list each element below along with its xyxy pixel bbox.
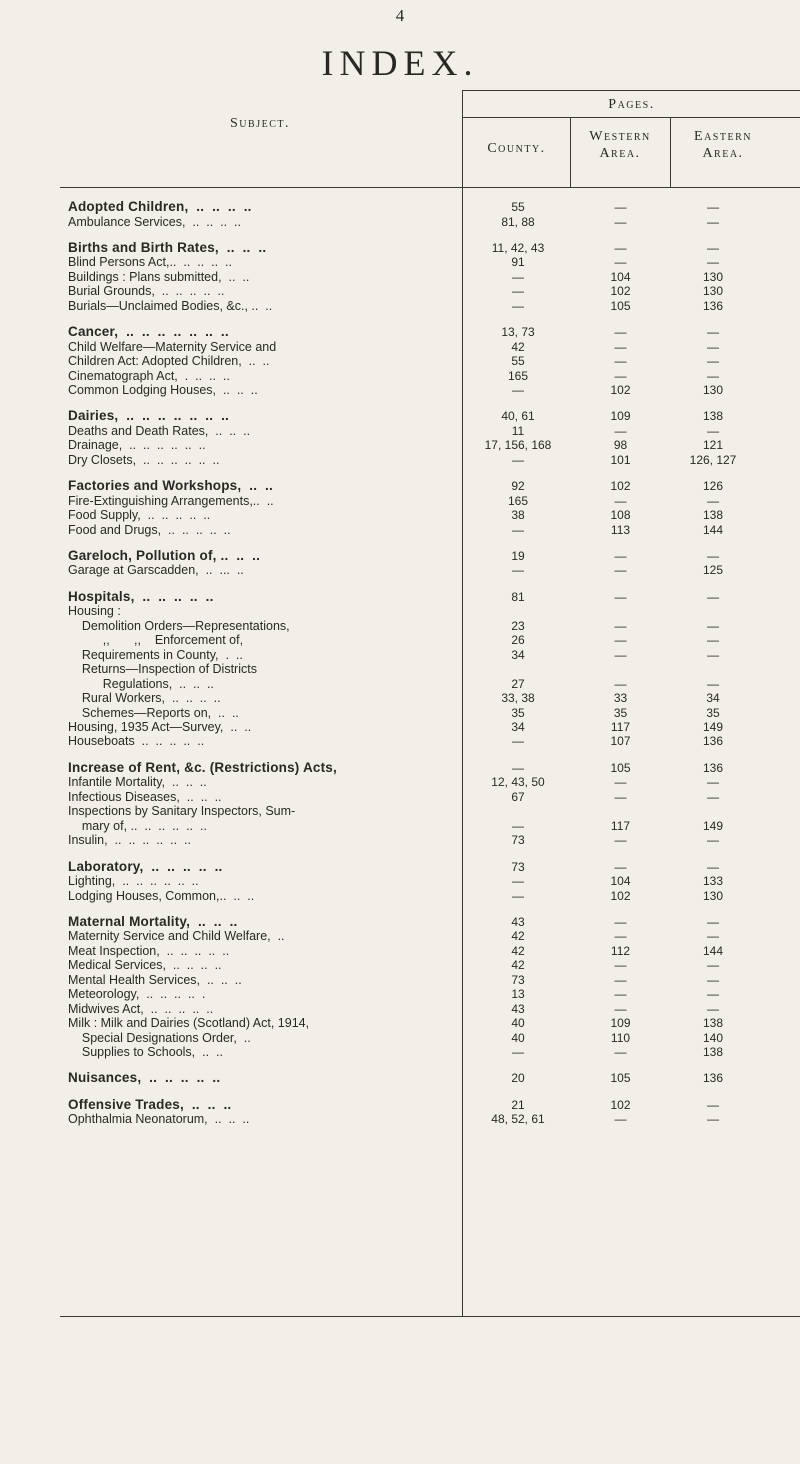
entry-western-pages: — — [614, 1045, 627, 1059]
entry-western-pages: — — [614, 549, 627, 563]
entry-subject: Deaths and Death Rates, .. .. .. — [68, 423, 251, 438]
index-entry — [68, 1045, 768, 1059]
header-bottom-rule — [60, 187, 800, 188]
entry-subject: Cancer, .. .. .. .. .. .. .. — [68, 325, 229, 340]
entry-western-pages: 113 — [610, 522, 631, 537]
entry-subject: Returns—Inspection of Districts — [68, 662, 257, 677]
entry-eastern-pages: — — [707, 549, 719, 563]
entry-subject: Mental Health Services, .. .. .. — [68, 972, 242, 987]
entry-county-pages: 165 — [507, 368, 529, 383]
entry-western-pages: 102 — [610, 382, 631, 397]
index-entry — [68, 284, 768, 298]
entry-eastern-pages: — — [707, 958, 719, 973]
entry-western-pages: 98 — [613, 438, 628, 453]
entry-western-pages: — — [614, 987, 627, 1002]
page-number: 4 — [395, 6, 405, 25]
entry-county-pages: — — [512, 298, 524, 313]
entry-eastern-pages: — — [707, 633, 719, 648]
entry-county-pages: 19 — [511, 549, 525, 563]
index-entry — [68, 369, 768, 383]
index-entry — [68, 241, 768, 255]
entry-county-pages: 34 — [511, 720, 525, 734]
entry-eastern-pages: 121 — [702, 438, 724, 453]
entry-county-pages: 11 — [511, 423, 525, 438]
entry-subject: Hospitals, .. .. .. .. .. — [68, 589, 214, 604]
entry-eastern-pages: 138 — [702, 1045, 724, 1059]
index-entry — [68, 1002, 768, 1016]
entry-eastern-pages: 149 — [702, 818, 724, 833]
entry-western-pages: 107 — [610, 734, 631, 749]
entry-county-pages: 13 — [511, 987, 525, 1002]
entry-subject: Demolition Orders—Representations, — [68, 618, 290, 633]
entry-eastern-pages: — — [707, 255, 719, 270]
entry-western-pages: — — [614, 200, 627, 214]
index-entry — [68, 973, 768, 987]
index-entry — [68, 761, 768, 775]
entry-eastern-pages: 130 — [702, 269, 724, 284]
entry-western-pages: 102 — [610, 1097, 631, 1112]
entry-western-pages: — — [614, 859, 627, 874]
entry-county-pages: 40 — [511, 1016, 525, 1031]
entry-eastern-pages: 144 — [702, 522, 724, 537]
entry-western-pages: 33 — [613, 691, 628, 705]
entry-eastern-pages: — — [707, 929, 719, 944]
entry-subject: Lodging Houses, Common,.. .. .. — [68, 888, 255, 903]
entry-western-pages: — — [614, 914, 627, 929]
entry-eastern-pages: 138 — [702, 409, 724, 424]
entry-eastern-pages: — — [707, 914, 719, 929]
entry-western-pages: — — [614, 958, 627, 973]
entry-county-pages: 42 — [511, 929, 525, 944]
index-entry — [68, 987, 768, 1001]
index-entry — [68, 833, 768, 847]
entry-eastern-pages: 133 — [702, 874, 724, 888]
entry-western-pages: — — [614, 240, 627, 255]
entry-county-pages: 55 — [511, 200, 525, 214]
entry-eastern-pages: 34 — [706, 691, 720, 705]
entry-subject: Housing, 1935 Act—Survey, .. .. — [68, 720, 252, 734]
entry-county-pages: 12, 43, 50 — [491, 775, 545, 790]
entry-subject: Buildings : Plans submitted, .. .. — [68, 269, 250, 284]
entry-subject: Inspections by Sanitary Inspectors, Sum- — [68, 804, 296, 819]
entry-county-pages: 81 — [511, 589, 525, 604]
index-entry — [68, 804, 768, 818]
entry-county-pages: 20 — [511, 1071, 525, 1086]
entry-subject: Fire-Extinguishing Arrangements,.. .. — [68, 493, 274, 508]
index-entry — [68, 255, 768, 269]
entry-eastern-pages: 136 — [702, 298, 724, 313]
entry-eastern-pages: 126, 127 — [689, 452, 737, 467]
entry-county-pages: — — [512, 269, 524, 284]
entry-county-pages: 17, 156, 168 — [484, 438, 552, 453]
entry-western-pages: 102 — [610, 479, 631, 494]
entry-subject: Requirements in County, . .. — [68, 647, 243, 662]
index-entry — [68, 691, 768, 705]
entry-western-pages: — — [614, 368, 627, 383]
entry-county-pages: 73 — [511, 972, 525, 987]
index-entry — [68, 479, 768, 493]
entry-western-pages: — — [614, 929, 627, 944]
index-entry — [68, 633, 768, 647]
entry-subject: Cinematograph Act, . .. .. .. — [68, 368, 230, 383]
subject-header: Subject. — [230, 116, 290, 131]
entry-subject: Drainage, .. .. .. .. .. .. — [68, 438, 206, 453]
entry-western-pages: — — [614, 633, 627, 648]
index-entry — [68, 1031, 768, 1045]
western-eastern-divider — [670, 117, 671, 187]
county-western-divider — [570, 117, 571, 187]
index-entry — [68, 662, 768, 676]
entry-county-pages: 40, 61 — [501, 409, 535, 424]
entry-eastern-pages: — — [707, 214, 719, 229]
entry-western-pages: — — [614, 1112, 627, 1127]
entry-eastern-pages: 149 — [702, 720, 724, 734]
entry-western-pages: — — [614, 589, 627, 604]
entry-western-pages: — — [614, 972, 627, 987]
entry-county-pages: 34 — [511, 647, 525, 662]
index-entry — [68, 354, 768, 368]
table-bottom-rule — [60, 1316, 800, 1317]
entry-county-pages: 92 — [511, 479, 525, 494]
entry-western-pages: — — [614, 833, 627, 848]
index-entry — [68, 944, 768, 958]
entry-eastern-pages: — — [707, 240, 719, 255]
entry-western-pages: 101 — [610, 452, 631, 467]
index-entry — [68, 619, 768, 633]
entry-western-pages: 117 — [610, 720, 631, 734]
entry-county-pages: 48, 52, 61 — [491, 1112, 545, 1127]
entry-county-pages: 38 — [511, 508, 525, 523]
entry-subject: Infectious Diseases, .. .. .. — [68, 789, 222, 804]
index-entry — [68, 523, 768, 537]
entry-county-pages: — — [512, 874, 524, 888]
entry-western-pages: — — [614, 789, 627, 804]
entry-eastern-pages: — — [707, 325, 719, 340]
entry-western-pages: 102 — [610, 888, 631, 903]
entry-subject: Maternity Service and Child Welfare, .. — [68, 929, 285, 944]
index-entry — [68, 604, 768, 618]
entry-county-pages: — — [512, 382, 524, 397]
entry-county-pages: 55 — [511, 354, 525, 368]
entry-subject: Common Lodging Houses, .. .. .. — [68, 382, 258, 397]
index-entry — [68, 1016, 768, 1030]
entry-county-pages: 67 — [511, 789, 525, 804]
entry-county-pages: 42 — [511, 339, 525, 354]
entry-eastern-pages: 126 — [702, 479, 724, 494]
entry-subject: Dairies, .. .. .. .. .. .. .. — [68, 409, 229, 424]
entry-western-pages: 112 — [610, 943, 631, 958]
entry-western-pages: 105 — [610, 1071, 631, 1086]
entry-subject: Blind Persons Act,.. .. .. .. .. — [68, 255, 232, 270]
entry-subject: Midwives Act, .. .. .. .. .. — [68, 1001, 214, 1016]
entry-subject: Ambulance Services, .. .. .. .. — [68, 214, 241, 229]
entry-eastern-pages: — — [707, 676, 719, 691]
entry-subject: Births and Birth Rates, .. .. .. — [68, 240, 267, 255]
entry-western-pages: — — [614, 354, 627, 368]
entry-western-pages: 109 — [610, 1016, 631, 1031]
entry-subject: Adopted Children, .. .. .. .. — [68, 200, 252, 214]
entry-subject: Milk : Milk and Dairies (Scotland) Act, 1914, — [68, 1016, 310, 1031]
entry-western-pages: — — [614, 339, 627, 354]
index-entry — [68, 790, 768, 804]
entry-western-pages: 108 — [610, 508, 631, 523]
entry-western-pages: 35 — [613, 705, 628, 720]
index-entry — [68, 929, 768, 943]
entry-subject: Factories and Workshops, .. .. — [68, 479, 273, 494]
index-entry — [68, 734, 768, 748]
entry-subject: Burial Grounds, .. .. .. .. .. — [68, 284, 225, 299]
entry-subject: Houseboats .. .. .. .. .. — [68, 734, 205, 749]
entry-subject: Garage at Garscadden, .. ... .. — [68, 563, 244, 578]
index-entry — [68, 270, 768, 284]
entry-subject: Regulations, .. .. .. — [68, 676, 214, 691]
entry-subject: Maternal Mortality, .. .. .. — [68, 914, 238, 929]
eastern-area-header: Eastern Area. — [694, 129, 752, 161]
index-entry — [68, 299, 768, 313]
entry-county-pages: 42 — [511, 958, 525, 973]
entry-eastern-pages: — — [707, 647, 719, 662]
header-top-rule — [463, 90, 800, 91]
index-entry — [68, 453, 768, 467]
entry-western-pages: — — [614, 255, 627, 270]
entry-western-pages: — — [614, 647, 627, 662]
entry-county-pages: 11, 42, 43 — [491, 240, 545, 255]
entry-eastern-pages: — — [707, 1112, 719, 1127]
entry-eastern-pages: — — [707, 972, 719, 987]
index-entry — [68, 915, 768, 929]
entry-county-pages: — — [512, 818, 524, 833]
entry-subject: Dry Closets, .. .. .. .. .. .. — [68, 452, 220, 467]
entry-county-pages: — — [512, 452, 524, 467]
entry-subject: Laboratory, .. .. .. .. .. — [68, 859, 223, 874]
entry-eastern-pages: — — [707, 775, 719, 790]
entry-subject: Gareloch, Pollution of, .. .. .. — [68, 549, 261, 563]
entry-eastern-pages: 125 — [702, 563, 724, 578]
pages-header: Pages. — [608, 97, 655, 112]
index-entry — [68, 508, 768, 522]
index-entry — [68, 383, 768, 397]
entry-county-pages: 40 — [511, 1030, 525, 1045]
entry-subject: Burials—Unclaimed Bodies, &c., .. .. — [68, 298, 273, 313]
entry-eastern-pages: — — [707, 1097, 719, 1112]
index-entry — [68, 648, 768, 662]
entry-eastern-pages: 144 — [702, 943, 724, 958]
entry-subject: Offensive Trades, .. .. .. — [68, 1097, 232, 1112]
entry-county-pages: — — [512, 1045, 524, 1059]
entry-eastern-pages: 130 — [702, 284, 724, 299]
entry-county-pages: 73 — [511, 833, 525, 848]
entry-subject: Meat Inspection, .. .. .. .. .. — [68, 943, 230, 958]
entry-subject: Child Welfare—Maternity Service and — [68, 339, 277, 354]
index-entry — [68, 325, 768, 339]
index-entry — [68, 860, 768, 874]
index-entry — [68, 874, 768, 888]
entry-western-pages: — — [614, 618, 627, 633]
entry-subject: mary of, .. .. .. .. .. .. — [68, 818, 207, 833]
entry-county-pages: 21 — [511, 1097, 525, 1112]
index-entry — [68, 590, 768, 604]
entry-county-pages: — — [512, 284, 524, 299]
entry-county-pages: 165 — [507, 493, 529, 508]
entry-western-pages: 110 — [610, 1030, 631, 1045]
index-entry — [68, 677, 768, 691]
entry-subject: Special Designations Order, .. — [68, 1030, 251, 1045]
index-entry — [68, 409, 768, 423]
western-area-header: Western Area. — [589, 129, 651, 161]
entry-eastern-pages: 130 — [702, 888, 724, 903]
entry-eastern-pages: 136 — [702, 760, 724, 775]
entry-eastern-pages: 138 — [702, 508, 724, 523]
entry-eastern-pages: — — [707, 200, 719, 214]
county-header: County. — [487, 141, 546, 156]
entry-county-pages: — — [512, 563, 524, 578]
entry-western-pages: 102 — [610, 284, 631, 299]
entry-subject: Rural Workers, .. .. .. .. — [68, 691, 221, 705]
index-entry — [68, 958, 768, 972]
index-entry — [68, 494, 768, 508]
entry-eastern-pages: — — [707, 859, 719, 874]
entry-eastern-pages: — — [707, 589, 719, 604]
entry-subject: Medical Services, .. .. .. .. — [68, 958, 222, 973]
entry-subject: ,, ,, Enforcement of, — [68, 633, 244, 648]
index-entry — [68, 1071, 768, 1085]
index-entry — [68, 200, 768, 214]
entry-county-pages: 81, 88 — [501, 214, 535, 229]
entry-county-pages: 13, 73 — [501, 325, 535, 340]
entry-eastern-pages: 136 — [702, 1071, 724, 1086]
entry-county-pages: 35 — [511, 705, 525, 720]
entry-county-pages: — — [512, 522, 524, 537]
entry-eastern-pages: — — [707, 987, 719, 1002]
index-entry — [68, 563, 768, 577]
entry-western-pages: — — [614, 325, 627, 340]
entry-subject: Meteorology, .. .. .. .. . — [68, 987, 206, 1002]
entry-county-pages: — — [512, 760, 524, 775]
entry-county-pages: 27 — [511, 676, 525, 691]
page-title: INDEX. — [321, 43, 479, 83]
index-entry — [68, 340, 768, 354]
entry-subject: Insulin, .. .. .. .. .. .. — [68, 833, 191, 848]
entry-county-pages: 43 — [511, 1001, 525, 1016]
entry-county-pages: — — [512, 888, 524, 903]
entry-western-pages: — — [614, 775, 627, 790]
entry-subject: Infantile Mortality, .. .. .. — [68, 775, 207, 790]
index-entry — [68, 549, 768, 563]
index-entry — [68, 215, 768, 229]
entry-western-pages: — — [614, 563, 627, 578]
entry-eastern-pages: 35 — [706, 705, 720, 720]
entry-county-pages: — — [512, 734, 524, 749]
entry-eastern-pages: 140 — [702, 1030, 724, 1045]
entry-subject: Food and Drugs, .. .. .. .. .. — [68, 522, 231, 537]
entry-county-pages: 43 — [511, 914, 525, 929]
entry-subject: Supplies to Schools, .. .. — [68, 1045, 223, 1059]
entry-subject: Nuisances, .. .. .. .. .. — [68, 1071, 221, 1086]
entry-western-pages: 104 — [610, 269, 631, 284]
index-entry — [68, 1098, 768, 1112]
entry-western-pages: — — [614, 1001, 627, 1016]
entry-eastern-pages: — — [707, 1001, 719, 1016]
entry-western-pages: 105 — [610, 298, 631, 313]
index-entry — [68, 1112, 768, 1126]
index-entry — [68, 889, 768, 903]
index-entry — [68, 706, 768, 720]
entry-subject: Housing : — [68, 604, 121, 619]
entry-western-pages: — — [614, 214, 627, 229]
entry-western-pages: 117 — [610, 818, 631, 833]
index-entry — [68, 819, 768, 833]
entry-eastern-pages: — — [707, 833, 719, 848]
entry-western-pages: — — [614, 493, 627, 508]
entry-western-pages: 105 — [610, 760, 631, 775]
entry-eastern-pages: 130 — [702, 382, 724, 397]
entry-eastern-pages: — — [707, 789, 719, 804]
entry-subject: Ophthalmia Neonatorum, .. .. .. — [68, 1112, 250, 1127]
pages-underline — [463, 117, 800, 118]
entry-county-pages: 42 — [511, 943, 525, 958]
entry-county-pages: 26 — [511, 633, 525, 648]
entry-western-pages: 104 — [610, 874, 631, 888]
entry-western-pages: 109 — [610, 409, 631, 424]
entry-county-pages: 91 — [511, 255, 525, 270]
entry-eastern-pages: — — [707, 423, 719, 438]
entry-county-pages: 23 — [511, 618, 525, 633]
entry-western-pages: — — [614, 423, 627, 438]
entry-subject: Children Act: Adopted Children, .. .. — [68, 354, 270, 368]
entry-eastern-pages: — — [707, 493, 719, 508]
index-entry — [68, 424, 768, 438]
entry-subject: Food Supply, .. .. .. .. .. — [68, 508, 211, 523]
entry-eastern-pages: — — [707, 339, 719, 354]
entry-eastern-pages: 136 — [702, 734, 724, 749]
entry-western-pages: — — [614, 676, 627, 691]
entry-eastern-pages: — — [707, 368, 719, 383]
entry-county-pages: 33, 38 — [501, 691, 535, 705]
index-entry — [68, 720, 768, 734]
entry-subject: Schemes—Reports on, .. .. — [68, 705, 239, 720]
index-entry — [68, 775, 768, 789]
entry-county-pages: 73 — [511, 859, 525, 874]
entry-eastern-pages: — — [707, 618, 719, 633]
entry-eastern-pages: — — [707, 354, 719, 368]
entry-subject: Increase of Rent, &c. (Restrictions) Acts, — [68, 760, 337, 775]
entry-eastern-pages: 138 — [702, 1016, 724, 1031]
entry-subject: Lighting, .. .. .. .. .. .. — [68, 874, 199, 888]
index-entry — [68, 438, 768, 452]
